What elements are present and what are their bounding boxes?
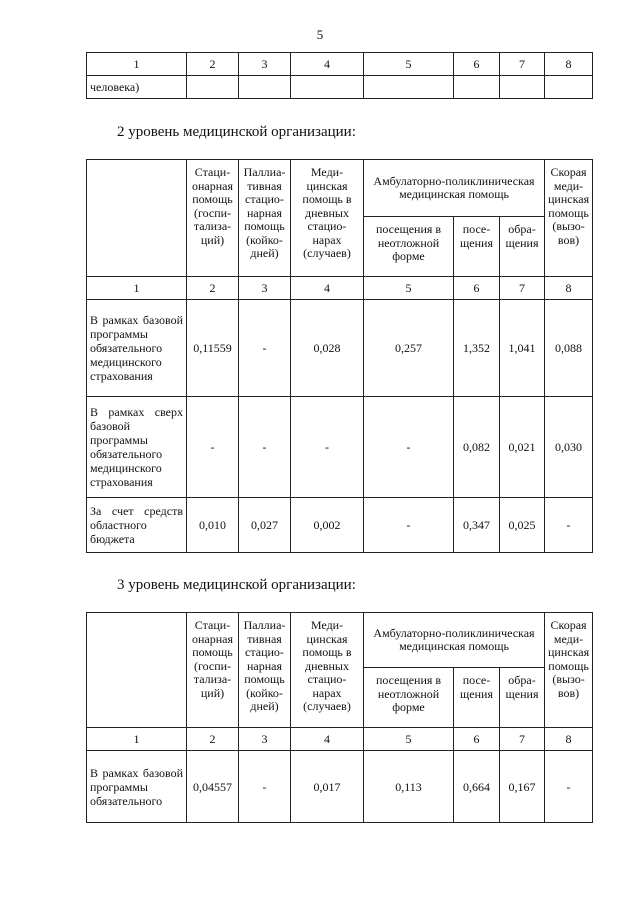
col-number: 5 bbox=[364, 277, 454, 300]
col-number: 6 bbox=[454, 277, 500, 300]
table-cell: 0,010 bbox=[187, 498, 239, 553]
table-cell: 0,017 bbox=[291, 751, 364, 823]
header-ambulance: Скорая меди-цинская помощь (вызо-вов) bbox=[545, 613, 593, 728]
table-cell bbox=[187, 76, 239, 99]
table-row bbox=[87, 397, 593, 498]
table-cell: 0,028 bbox=[291, 300, 364, 397]
table-cell bbox=[500, 76, 545, 99]
table-cell: 0,04557 bbox=[187, 751, 239, 823]
top-continuation-table bbox=[86, 52, 593, 99]
col-number: 1 bbox=[87, 277, 187, 300]
header-ambulance: Скорая меди-цинская помощь (вызо-вов) bbox=[545, 160, 593, 277]
col-number: 6 bbox=[454, 53, 500, 76]
table-cell: - bbox=[545, 751, 593, 823]
row-label: человека) bbox=[87, 76, 187, 99]
col-number: 7 bbox=[500, 53, 545, 76]
header-day-hospital: Меди-цинская помощь в дневных стацио-нарах (случаев) bbox=[291, 613, 364, 728]
col-number: 2 bbox=[187, 728, 239, 751]
header-cell-empty bbox=[87, 613, 187, 728]
row-label: За счет средств областного бюджета bbox=[87, 498, 187, 553]
col-number: 7 bbox=[500, 277, 545, 300]
col-number: 8 bbox=[545, 277, 593, 300]
header-outpatient: Амбулаторно-поликлиническая медицинская помощь bbox=[364, 613, 545, 668]
header-urgent-visits: посещения в неотложной форме bbox=[364, 217, 454, 277]
col-number: 2 bbox=[187, 53, 239, 76]
header-outpatient: Амбулаторно-поликлиническая медицинская помощь bbox=[364, 160, 545, 217]
header-inpatient: Стаци-онарная помощь (госпи-тализа-ций) bbox=[187, 613, 239, 728]
header-visits: посе-щения bbox=[454, 217, 500, 277]
section2-table bbox=[86, 159, 593, 553]
row-label: В рамках базовой программы обязательного медицинского страхования bbox=[87, 300, 187, 397]
col-number: 8 bbox=[545, 728, 593, 751]
header-palliative: Паллиа-тивная стацио-нарная помощь (койко-дней) bbox=[239, 613, 291, 728]
col-number: 4 bbox=[291, 277, 364, 300]
table-cell: 0,167 bbox=[500, 751, 545, 823]
col-number: 3 bbox=[239, 53, 291, 76]
table-cell: - bbox=[239, 751, 291, 823]
col-number: 7 bbox=[500, 728, 545, 751]
table-cell: 0,027 bbox=[239, 498, 291, 553]
header-appeals: обра-щения bbox=[500, 668, 545, 728]
col-number: 3 bbox=[239, 728, 291, 751]
row-label: В рамках сверх базовой программы обязательного медицинского страхования bbox=[87, 397, 187, 498]
col-number: 4 bbox=[291, 53, 364, 76]
header-palliative: Паллиа-тивная стацио-нарная помощь (койко-дней) bbox=[239, 160, 291, 277]
section2-title: 2 уровень медицинской организации: bbox=[117, 124, 356, 140]
header-row bbox=[87, 160, 593, 217]
page-number: 5 bbox=[316, 27, 324, 42]
table-cell: - bbox=[239, 397, 291, 498]
section3-table bbox=[86, 612, 593, 823]
table-cell: 0,002 bbox=[291, 498, 364, 553]
table-cell: 0,088 bbox=[545, 300, 593, 397]
column-number-row bbox=[87, 728, 593, 751]
table-cell: 0,257 bbox=[364, 300, 454, 397]
table-cell: 0,021 bbox=[500, 397, 545, 498]
table-cell: - bbox=[364, 397, 454, 498]
row-label: В рамках базовой программы обязательного bbox=[87, 751, 187, 823]
table-cell bbox=[545, 76, 593, 99]
header-inpatient: Стаци-онарная помощь (госпи-тализа-ций) bbox=[187, 160, 239, 277]
table-cell: 0,11559 bbox=[187, 300, 239, 397]
table-cell: 0,113 bbox=[364, 751, 454, 823]
table-cell: - bbox=[291, 397, 364, 498]
table-cell: 0,025 bbox=[500, 498, 545, 553]
col-number: 3 bbox=[239, 277, 291, 300]
table-cell: 0,030 bbox=[545, 397, 593, 498]
column-number-row bbox=[87, 53, 593, 76]
header-visits: посе-щения bbox=[454, 668, 500, 728]
table-cell: 0,082 bbox=[454, 397, 500, 498]
table-row bbox=[87, 76, 593, 99]
table-row bbox=[87, 498, 593, 553]
header-appeals: обра-щения bbox=[500, 217, 545, 277]
table-cell: 1,041 bbox=[500, 300, 545, 397]
column-number-row bbox=[87, 277, 593, 300]
table-cell: - bbox=[364, 498, 454, 553]
col-number: 8 bbox=[545, 53, 593, 76]
table-cell: 1,352 bbox=[454, 300, 500, 397]
header-urgent-visits: посещения в неотложной форме bbox=[364, 668, 454, 728]
table-cell: - bbox=[545, 498, 593, 553]
col-number: 4 bbox=[291, 728, 364, 751]
table-cell: 0,664 bbox=[454, 751, 500, 823]
table-cell: - bbox=[187, 397, 239, 498]
table-row bbox=[87, 300, 593, 397]
header-cell-empty bbox=[87, 160, 187, 277]
col-number: 1 bbox=[87, 53, 187, 76]
section3-title: 3 уровень медицинской организации: bbox=[117, 577, 356, 593]
header-row bbox=[87, 613, 593, 668]
table-row bbox=[87, 751, 593, 823]
col-number: 2 bbox=[187, 277, 239, 300]
table-cell: - bbox=[239, 300, 291, 397]
col-number: 6 bbox=[454, 728, 500, 751]
col-number: 5 bbox=[364, 728, 454, 751]
table-cell: 0,347 bbox=[454, 498, 500, 553]
table-cell bbox=[239, 76, 291, 99]
col-number: 5 bbox=[364, 53, 454, 76]
col-number: 1 bbox=[87, 728, 187, 751]
table-cell bbox=[291, 76, 364, 99]
table-cell bbox=[454, 76, 500, 99]
table-cell bbox=[364, 76, 454, 99]
header-day-hospital: Меди-цинская помощь в дневных стацио-нарах (случаев) bbox=[291, 160, 364, 277]
